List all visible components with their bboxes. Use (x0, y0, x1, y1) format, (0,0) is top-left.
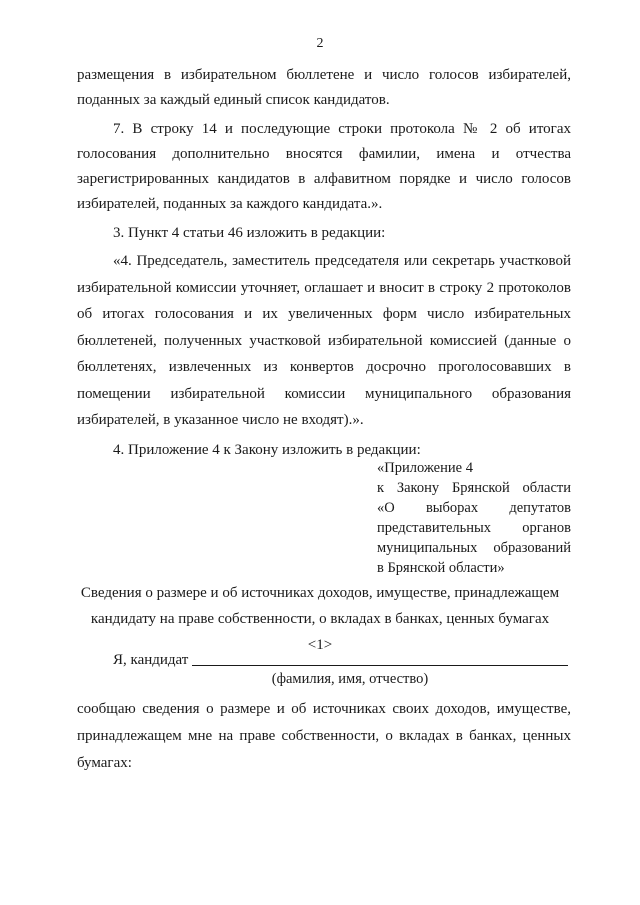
annex-line: представительных органов (377, 520, 571, 536)
candidate-name-blank (192, 664, 568, 666)
annex-line: муниципальных образований (377, 540, 571, 556)
page-number: 2 (316, 36, 324, 51)
paragraph-continuation: размещения в избирательном бюллетене и число голосов избирателей, поданных за каждый единый список кандидатов. (77, 67, 571, 108)
paragraph-quoted-point-4: «4. Председатель, заместитель председателя или секретарь участковой избирательной комиссии уточняет, оглашает и вносит в строку 2 протоколов об итогах голосования и их увеличенных форм число избирательных бюллетеней, полученных участковой избирательной комиссией (данные о бюллетенях, извлеченных из конвертов досрочно проголосовавших в помещении избирательной комиссии муниципального образования избирателей, в указанное число не входят).». (77, 253, 571, 428)
candidate-line (113, 651, 573, 669)
paragraph-point-4: 4. Приложение 4 к Закону изложить в редакции: (113, 441, 421, 458)
annex-reference (377, 458, 571, 578)
paragraph-item-7: 7. В строку 14 и последующие строки протокола № 2 об итогах голосования дополнительно вносятся фамилии, имена и отчества зарегистрированных кандидатов в алфавитном порядке и число голосов избирателей, поданных за каждого кандидата.». (77, 121, 571, 212)
closing-paragraph: сообщаю сведения о размере и об источниках своих доходов, имуществе, принадлежащем мне на праве собственности, о вкладах в банках, ценных бумагах: (77, 701, 571, 771)
closing-text (77, 696, 571, 777)
heading-line: кандидату на праве собственности, о вкладах в банках, ценных бумагах <1> (90, 611, 550, 653)
annex-line: «Приложение 4 (377, 460, 473, 476)
annex-line: к Закону Брянской области (377, 480, 571, 496)
fio-caption: (фамилия, имя, отчество) (271, 671, 429, 687)
annex-line: в Брянской области» (377, 560, 505, 576)
candidate-label: Я, кандидат (113, 652, 189, 668)
paragraph-point-3: 3. Пункт 4 статьи 46 изложить в редакции: (113, 225, 386, 241)
annex-line: «О выборах депутатов (377, 500, 571, 516)
heading-line: Сведения о размере и об источниках доходов, имуществе, принадлежащем (80, 585, 560, 601)
form-heading (80, 580, 560, 658)
body-text (77, 63, 571, 463)
